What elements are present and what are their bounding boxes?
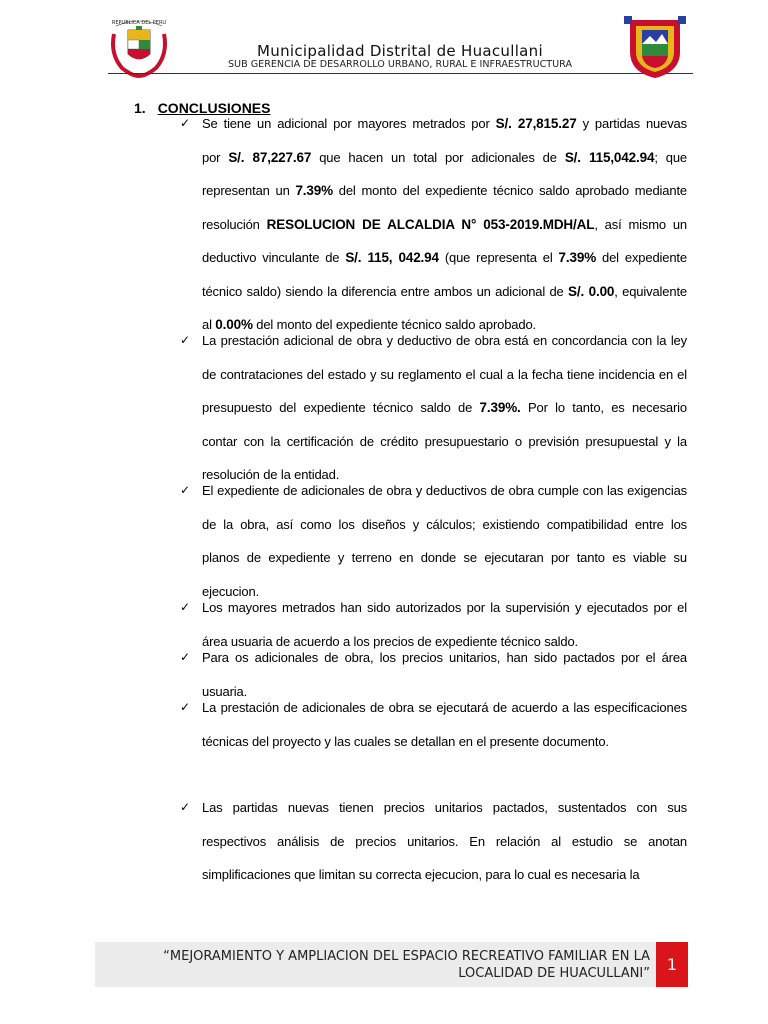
coat-of-arms-label: REPUBLICA DEL PERU (111, 20, 167, 26)
section-heading (134, 100, 270, 116)
emphasis-value: S/. 115,042.94 (564, 149, 655, 165)
header-divider (108, 73, 693, 74)
text-line: al 0.00% del monto del expediente técnico saldo aprobado. (202, 317, 537, 332)
project-name (95, 948, 650, 982)
project-name-line-2: LOCALIDAD DE HUACULLANI” (458, 966, 650, 981)
section-number: 1. (134, 100, 146, 116)
text-line: La prestación adicional de obra y deductivo de obra está en concordancia con la ley (202, 333, 687, 348)
checkmark-icon: ✓ (180, 333, 191, 347)
peru-coat-of-arms-icon (108, 14, 170, 80)
emphasis-value: S/. 27,815.27 (495, 116, 577, 131)
text-line: presupuesto del expediente técnico saldo de 7.39%. Por lo tanto, es necesario (202, 400, 687, 415)
section-title: CONCLUSIONES (157, 100, 271, 116)
text-line: respectivos análisis de precios unitarios. En relación al estudio se anotan (202, 833, 687, 849)
huacullani-shield-icon (620, 12, 690, 82)
emphasis-value: 7.39%. (479, 400, 521, 415)
checkmark-icon: ✓ (180, 600, 191, 614)
project-name-line-1: “MEJORAMIENTO Y AMPLIACION DEL ESPACIO RECREATIVO FAMILIAR EN LA (163, 949, 650, 964)
emphasis-value: RESOLUCION DE ALCALDIA N° 053-2019.MDH/AL (266, 216, 595, 232)
text-line: Las partidas nuevas tienen precios unitarios pactados, sustentados con sus (202, 800, 687, 815)
emphasis-value: S/. 87,227.67 (228, 149, 312, 165)
text-line: Los mayores metrados han sido autorizados por la supervisión y ejecutados por el (202, 600, 687, 615)
emphasis-value: 7.39% (295, 183, 333, 198)
text-line: La prestación de adicionales de obra se ejecutará de acuerdo a las especificaciones (202, 700, 687, 715)
municipality-title: Municipalidad Distrital de Huacullani (257, 42, 543, 60)
text-line: deductivo vinculante de S/. 115, 042.94 (que representa el 7.39% del expediente (202, 250, 687, 265)
checkmark-icon: ✓ (180, 800, 191, 814)
emphasis-value: 7.39% (558, 250, 597, 265)
emphasis-value: 0.00% (215, 317, 253, 332)
text-line: simplificaciones que limitan su correcta ejecucion, para lo cual es necesaria la (202, 867, 640, 882)
page-header (0, 0, 768, 90)
text-line: planos de expediente y terreno en donde se ejecutaran por tanto es viable su (202, 550, 687, 565)
text-line: por S/. 87,227.67 que hacen un total por adicionales de S/. 115,042.94; que (202, 149, 688, 165)
text-line: Se tiene un adicional por mayores metrados por S/. 27,815.27 y partidas nuevas (202, 116, 687, 131)
checkmark-icon: ✓ (180, 650, 191, 664)
text-line: de la obra, así como los diseños y cálculos; existiendo compatibilidad entre los (202, 516, 687, 532)
checkmark-icon: ✓ (180, 700, 191, 714)
emphasis-value: S/. 0.00 (568, 283, 615, 299)
footer-banner (95, 942, 688, 987)
checkmark-icon: ✓ (180, 116, 191, 130)
text-line: usuaria. (202, 683, 248, 699)
page-number-badge: 1 (656, 942, 688, 987)
text-line: área usuaria de acuerdo a los precios de expediente técnico saldo. (202, 633, 579, 649)
text-line: contar con la certificación de crédito presupuestario o previsión presupuestal y la (202, 433, 687, 449)
text-line: Para os adicionales de obra, los precios unitarios, han sido pactados por el área (202, 650, 687, 665)
emphasis-value: S/. 115, 042.94 (345, 250, 439, 265)
text-line: técnicas del proyecto y las cuales se detallan en el presente documento. (202, 733, 609, 749)
text-line: de contrataciones del estado y su reglamento el cual a la fecha tiene incidencia en el (202, 366, 687, 382)
text-line: resolución RESOLUCION DE ALCALDIA N° 053-2019.MDH/AL, así mismo un (202, 216, 688, 232)
text-line: El expediente de adicionales de obra y deductivos de obra cumple con las exigencias (202, 483, 687, 498)
text-line: resolución de la entidad. (202, 467, 340, 482)
text-line: técnico saldo) siendo la diferencia entre ambos un adicional de S/. 0.00, equivalente (202, 283, 687, 299)
department-subtitle: SUB GERENCIA DE DESARROLLO URBANO, RURAL E INFRAESTRUCTURA (227, 59, 573, 70)
text-line: representan un 7.39% del monto del expediente técnico saldo aprobado mediante (202, 183, 687, 198)
text-line: ejecucion. (202, 583, 260, 599)
checkmark-icon: ✓ (180, 483, 191, 497)
